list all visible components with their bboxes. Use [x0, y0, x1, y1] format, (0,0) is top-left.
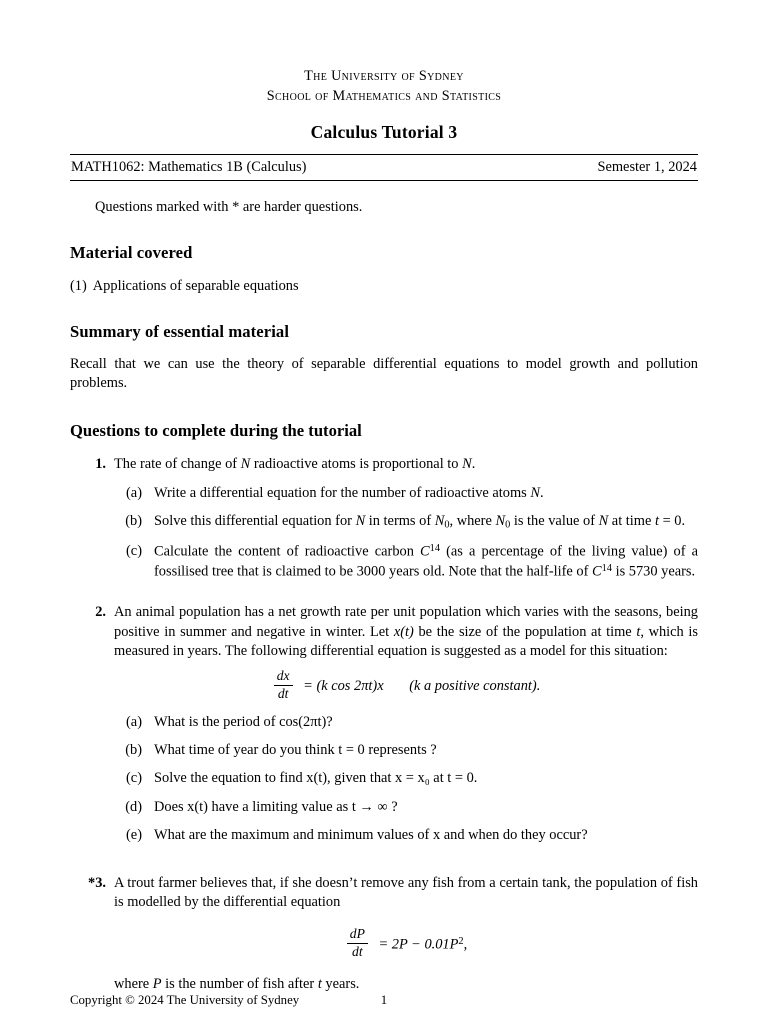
page-number: 1 [380, 993, 388, 1007]
q2e-label: (e) [126, 827, 142, 844]
question-2-part-c [114, 769, 698, 788]
material-item-text: Applications of separable equations [92, 277, 299, 294]
semester-label: Semester 1, 2024 [597, 158, 697, 175]
question-item-3 [70, 874, 698, 994]
q1b-var-n0b: N [495, 513, 506, 530]
q3-var-p: P [152, 975, 162, 992]
q1a-label: (a) [126, 484, 142, 501]
q2-stem-c: , which is measured in years. The following differential equation is suggested as a model for this situation: [114, 623, 699, 659]
material-covered-heading: Material covered [70, 242, 193, 262]
question-2-part-e [114, 826, 698, 845]
q1c-label: (c) [126, 542, 142, 559]
course-info-row [70, 155, 698, 180]
q1b-var-n2: N [598, 513, 609, 530]
school-name: School of Mathematics and Statistics [266, 88, 502, 105]
q1b-eq-t: = 0. [658, 513, 686, 530]
q1c-mid1: (as a percentage of the living value) of a fossilised tree that is claimed to be 3000 years old. Note that the half-life of [154, 543, 698, 579]
q2-fraction-dx-dt [274, 669, 293, 701]
q3-equation-inner [345, 928, 467, 960]
question-2-equation [114, 670, 698, 702]
q2b-label: (b) [125, 742, 142, 759]
header-rule-bottom [70, 180, 698, 181]
q2d-text: Does x(t) have a limiting value as t → ∞ ? [154, 798, 398, 815]
page-title: Calculus Tutorial 3 [310, 122, 458, 143]
q1b-sub-0b: 0 [505, 519, 511, 531]
question-item-2 [70, 603, 698, 845]
q1b-mid4: at time [608, 513, 655, 530]
q3-frac-denominator: dt [347, 943, 368, 960]
q3-tail-mid: is the number of fish after [161, 975, 318, 992]
q3-var-t: t [317, 975, 322, 992]
question-1-part-c [114, 542, 698, 581]
q2-equation-note [409, 677, 540, 696]
question-3-equation [114, 928, 698, 960]
question-1-part-a [114, 484, 698, 503]
q1c-carbon-symbol-2: C [592, 562, 602, 579]
question-number-2: 2. [95, 604, 106, 621]
summary-heading: Summary of essential material [70, 321, 290, 341]
question-3-tail [114, 975, 698, 994]
questions-list [70, 455, 698, 994]
q1b-mid2: , where [449, 513, 496, 530]
course-code-label: MATH1062: Mathematics 1B (Calculus) [71, 158, 307, 175]
q3-frac-numerator: dP [349, 926, 365, 942]
university-name: The University of Sydney [304, 68, 464, 84]
q1a-var-n: N [530, 484, 540, 501]
q3-rhs-text: = 2P − 0.01P [378, 935, 459, 952]
question-2-part-d [114, 798, 698, 817]
q3-fraction-dp-dt [347, 927, 368, 959]
q2a-text: What is the period of cos(2πt)? [154, 713, 333, 730]
q1b-var-n: N [355, 513, 366, 530]
q1c-text [154, 542, 698, 581]
q2-var-x: x [393, 623, 401, 640]
q2-equation-inner [272, 670, 541, 702]
q2-frac-numerator: dx [276, 668, 290, 684]
q1-stem-mid: radioactive atoms is proportional to [250, 456, 463, 473]
q1b-label: (b) [125, 513, 142, 530]
q1a-pre: Write a differential equation for the number of radioactive atoms [154, 484, 531, 501]
q1-stem-end: . [471, 456, 476, 473]
q3-tail-pre: where [114, 975, 153, 992]
question-1-stem [114, 455, 698, 474]
question-2-stem [114, 603, 698, 661]
summary-text: Recall that we can use the theory of separable differential equations to model growth and pollution problems. [70, 355, 698, 392]
question-2-part-b [114, 741, 698, 760]
q3-equation-rhs [379, 935, 468, 955]
q2d-label: (d) [125, 798, 142, 815]
q1a-text [154, 484, 698, 503]
q2a-label: (a) [126, 713, 142, 730]
q2-stem-b: be the size of the population at time [413, 623, 637, 640]
q1c-mid2: is 5730 years. [611, 562, 696, 579]
q2-var-t: t [636, 623, 641, 640]
question-2-parts [114, 713, 698, 846]
harder-questions-note: Questions marked with * are harder questions. [95, 198, 363, 215]
q2-var-x-arg: (t) [400, 623, 414, 640]
copyright-text: Copyright © 2024 The University of Sydney [70, 993, 300, 1007]
question-1-parts [114, 484, 698, 581]
q3-rhs-tail: , [463, 935, 468, 952]
question-2-part-a [114, 713, 698, 732]
q2-equation-rhs [303, 677, 383, 696]
q1a-post: . [539, 484, 544, 501]
q2c-label: (c) [126, 770, 142, 787]
q2c-text: Solve the equation to find x(t), given that x = x₀ at t = 0. [154, 770, 478, 787]
q3-rhs-sup: 2 [458, 935, 464, 947]
q1b-text [154, 512, 698, 533]
q1b-sub-0: 0 [444, 519, 450, 531]
q1-var-n-1: N [240, 456, 251, 473]
q1c-pre: Calculate the content of radioactive carbon [154, 543, 421, 560]
institution-header [70, 0, 698, 106]
question-3-stem: A trout farmer believes that, if she doesn’t remove any fish from a certain tank, the population of fish is modelled by the differential equation [114, 874, 698, 910]
q1b-mid1: in terms of [365, 513, 435, 530]
q1b-var-t: t [654, 513, 659, 530]
question-number-1: 1. [95, 456, 106, 473]
question-number-3: *3. [88, 874, 106, 891]
material-covered-item [70, 278, 698, 295]
material-item-number: (1) [70, 277, 87, 294]
q1c-carbon-symbol: C [420, 543, 430, 560]
q1c-carbon-sup: 14 [429, 542, 440, 554]
q2-stem-a: An animal population has a net growth rate per unit population which varies with the seasons, being positive in summer and negative in winter. Let [114, 604, 698, 640]
q2-note-text: (k a positive constant). [409, 677, 541, 694]
q2b-text: What time of year do you think t = 0 represents ? [154, 742, 437, 759]
q2-rhs-text: = (k cos 2πt)x [303, 677, 384, 694]
q3-tail-post: years. [321, 975, 360, 992]
q1c-carbon-sup-2: 14 [601, 562, 612, 574]
q2e-text: What are the maximum and minimum values of x and when do they occur? [154, 827, 588, 844]
q1b-var-n0: N [434, 513, 445, 530]
q1-stem-pre: The rate of change of [114, 456, 241, 473]
question-item-1 [70, 455, 698, 581]
questions-heading: Questions to complete during the tutorial [70, 421, 362, 441]
q1b-mid3: is the value of [510, 513, 599, 530]
q1-var-n-2: N [462, 456, 472, 473]
question-3-spacer [70, 846, 698, 874]
q2-frac-denominator: dt [274, 685, 293, 702]
question-1-part-b [114, 512, 698, 533]
q1b-pre: Solve this differential equation for [154, 513, 356, 530]
